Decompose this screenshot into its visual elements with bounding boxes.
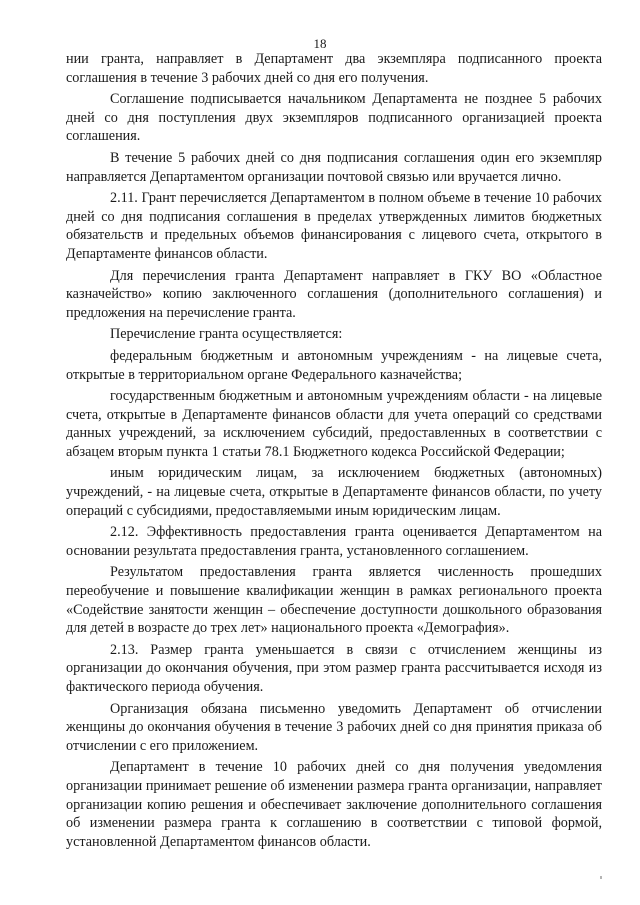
paragraph: Департамент в течение 10 рабочих дней со дня получения уведомления организации принимает решение об изменении размера гранта организации, направляет организации копию решения и обеспечивает заключение дополнительного соглашения об изменении размера гранта к соглашению в соответствии с типовой формой, установленной Департаментом финансов области. [66,759,602,850]
document-body [66,50,602,854]
scan-artifact [600,876,602,879]
page-number: 18 [313,36,327,51]
paragraph: Перечисление гранта осуществляется: [110,326,343,343]
paragraph: Результатом предоставления гранта является численность прошедших переобучение и повышение квалификации женщин в рамках регионального проекта «Содействие занятости женщин – обеспечение доступности дошкольного образования для детей в возрасте до трех лет» национального проекта «Демография». [66,564,602,637]
paragraph: федеральным бюджетным и автономным учреждениям - на лицевые счета, открытые в территориальном органе Федерального казначейства; [66,347,602,383]
paragraph: 2.11. Грант перечисляется Департаментом в полном объеме в течение 10 рабочих дней со дня подписания соглашения в пределах утвержденных лимитов бюджетных обязательств и предельных объемов финансирования с лицевого счета, открытого в Департаменте финансов области. [66,190,602,262]
paragraph: нии гранта, направляет в Департамент два экземпляра подписанного проекта соглашения в течение 3 рабочих дней со дня его получения. [66,51,602,86]
paragraph: государственным бюджетным и автономным учреждениям области - на лицевые счета, открытые в Департаменте финансов области для учета операций со средствами данных учреждений, за исключением субсидий, предоставленных в соответствии с абзацем вторым пункта 1 статьи 78.1 Бюджетного кодекса Российской Федерации; [66,388,602,460]
paragraph: иным юридическим лицам, за исключением бюджетных (автономных) учреждений, - на лицевые счета, открытые в Департаменте финансов области, по учету операций с субсидиями, предоставляемыми иным юридическим лицам. [66,465,602,519]
paragraph: 2.12. Эффективность предоставления гранта оценивается Департаментом на основании результата предоставления гранта, установленного соглашением. [66,524,602,559]
paragraph: 2.13. Размер гранта уменьшается в связи с отчислением женщины из организации до окончания обучения, при этом размер гранта рассчитывается исходя из фактического периода обучения. [66,641,602,695]
paragraph: Организация обязана письменно уведомить Департамент об отчислении женщины до окончания обучения в течение 3 рабочих дней со дня принятия приказа об отчислении с его приложением. [66,700,602,754]
paragraph: Соглашение подписывается начальником Департамента не позднее 5 рабочих дней со дня поступления двух экземпляров подписанного организацией проекта соглашения. [66,91,602,145]
paragraph: Для перечисления гранта Департамент направляет в ГКУ ВО «Областное казначейство» копию заключенного соглашения (дополнительного соглашения) и предложения на перечисление гранта. [66,267,602,321]
paragraph: В течение 5 рабочих дней со дня подписания соглашения один его экземпляр направляется Департаментом организации почтовой связью или вручается лично. [66,149,602,185]
